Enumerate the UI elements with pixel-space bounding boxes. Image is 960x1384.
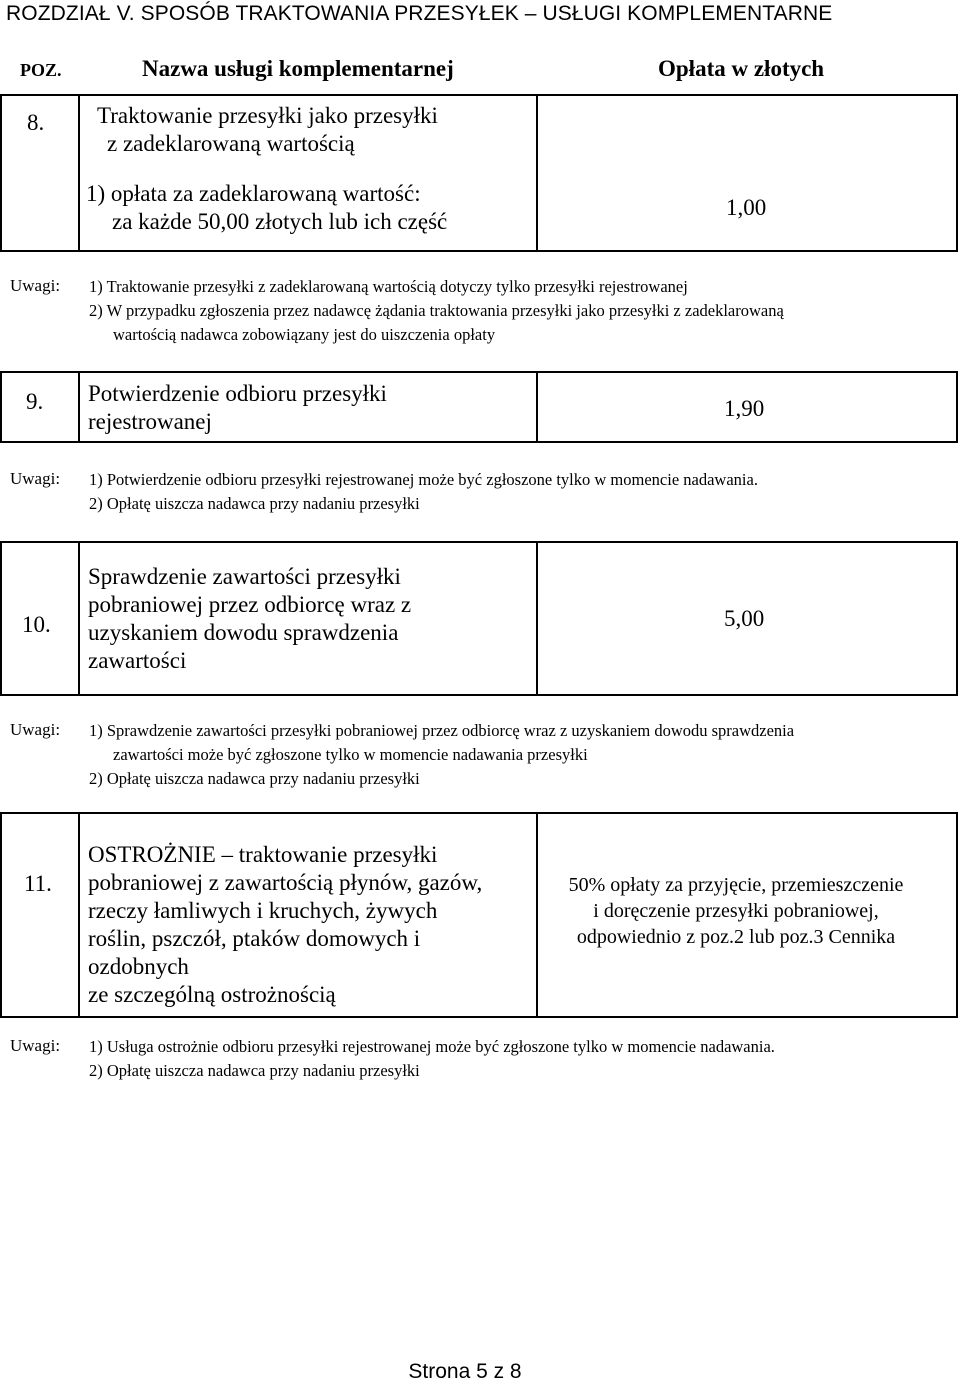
service-fee: 1,90 (724, 396, 765, 421)
service-name: OSTROŻNIE – traktowanie przesyłki pobraniowej z zawartością płynów, gazów, rzeczy łamliwych i kruchych, żywych roślin, pszczół, ptaków domowych i ozdobnych ze szczególną ostrożnością (88, 842, 483, 1007)
chapter-title: ROZDZIAŁ V. SPOSÓB TRAKTOWANIA PRZESYŁEK – USŁUGI KOMPLEMENTARNE (6, 2, 833, 25)
notes-10: 1) Sprawdzenie zawartości przesyłki pobraniowej przez odbiorcę wraz z uzyskaniem dowodu sprawdzenia zawartości może być zgłoszone tylko w momencie nadawania przesyłki 2) Opłatę uiszcza nadawca przy nadaniu przesyłki (89, 721, 795, 788)
column-divider (536, 371, 538, 443)
notes-9: 1) Potwierdzenie odbioru przesyłki rejestrowanej może być zgłoszone tylko w momencie nadawania. 2) Opłatę uiszcza nadawca przy nadaniu przesyłki (89, 470, 758, 513)
notes-label: Uwagi: (10, 469, 61, 488)
page-number: Strona 5 z 8 (408, 1360, 522, 1383)
notes-label: Uwagi: (10, 1036, 61, 1055)
service-sub-item: 1) opłata za zadeklarowaną wartość: za każde 50,00 złotych lub ich część (86, 181, 448, 234)
service-fee: 1,00 (726, 195, 767, 220)
notes-label: Uwagi: (10, 720, 61, 739)
service-number: 11. (24, 871, 52, 896)
column-divider (78, 541, 80, 696)
service-number: 8. (27, 110, 45, 135)
column-divider (78, 812, 80, 1018)
service-name: Sprawdzenie zawartości przesyłki pobraniowej przez odbiorcę wraz z uzyskaniem dowodu sprawdzenia zawartości (88, 564, 412, 673)
column-header-name: Nazwa usługi komplementarnej (142, 56, 454, 81)
service-name: Potwierdzenie odbioru przesyłki rejestrowanej (88, 381, 387, 434)
column-divider (78, 371, 80, 443)
column-divider (78, 94, 80, 252)
column-divider (536, 94, 538, 252)
service-fee: 50% opłaty za przyjęcie, przemieszczenie i doręczenie przesyłki pobraniowej, odpowiednio z poz.2 lub poz.3 Cennika (568, 874, 904, 948)
service-fee: 5,00 (724, 606, 765, 631)
column-divider (536, 541, 538, 696)
column-divider (536, 812, 538, 1018)
notes-8: 1) Traktowanie przesyłki z zadeklarowaną wartością dotyczy tylko przesyłki rejestrowanej 2) W przypadku zgłoszenia przez nadawcę żądania traktowania przesyłki jako przesyłki z zadeklarowaną wartością nadawca zobowiązany jest do uiszczenia opłaty (89, 277, 784, 344)
notes-label: Uwagi: (10, 276, 61, 295)
service-name: Traktowanie przesyłki jako przesyłki z zadeklarowaną wartością (97, 103, 438, 156)
service-number: 10. (22, 612, 51, 637)
column-header-fee: Opłata w złotych (658, 56, 825, 81)
column-header-poz: POZ. (20, 60, 62, 80)
notes-11: 1) Usługa ostrożnie odbioru przesyłki rejestrowanej może być zgłoszone tylko w momencie nadawania. 2) Opłatę uiszcza nadawca przy nadaniu przesyłki (89, 1037, 775, 1080)
service-number: 9. (26, 389, 44, 414)
